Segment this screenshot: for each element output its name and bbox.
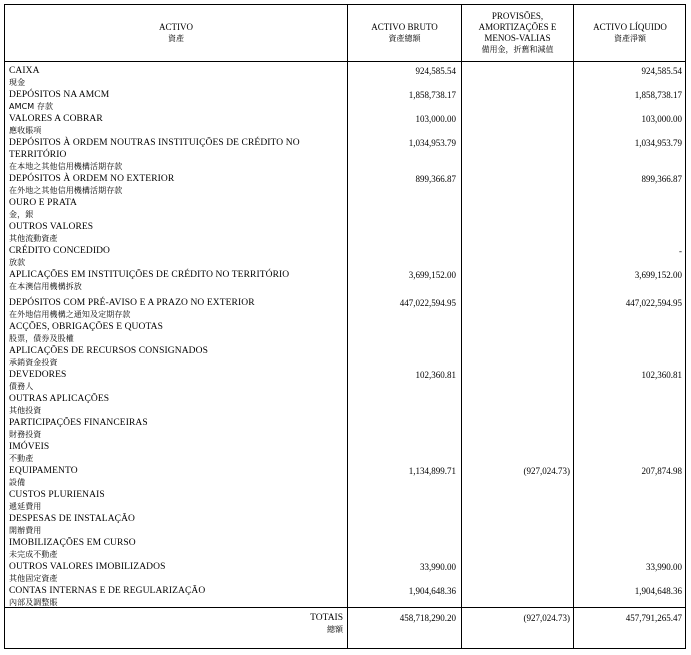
row-label-cn: 設備	[9, 478, 26, 487]
row-label-pt: CRÉDITO CONCEDIDO	[9, 246, 111, 256]
row-label-cn: 現金	[9, 78, 26, 87]
row-activo-liquido: 447,022,594.95	[625, 298, 682, 308]
header-activo-bruto	[348, 5, 461, 61]
row-label-cn: 其他固定資產	[9, 574, 58, 583]
header-liquido-cn: 資產淨額	[614, 34, 646, 43]
header-provisoes	[462, 5, 573, 61]
row-label-pt: OURO E PRATA	[9, 198, 78, 208]
header-bruto-pt: ACTIVO BRUTO	[371, 22, 438, 32]
row-activo-bruto: 1,034,953.79	[408, 138, 456, 148]
totals-liquido: 457,791,265.47	[625, 613, 682, 623]
header-bruto-cn: 資產總額	[388, 34, 421, 43]
row-activo-bruto: 33,990.00	[420, 562, 456, 572]
row-label-pt: DEPÓSITOS COM PRÉ-AVISO E A PRAZO NO EXTERIOR	[9, 298, 255, 308]
row-label-cn: 金，銀	[9, 210, 34, 219]
row-activo-liquido: 1,034,953.79	[634, 138, 682, 148]
row-label-cn: 其他投資	[9, 406, 42, 415]
row-label-pt: IMOBILIZAÇÕES EM CURSO	[9, 538, 136, 548]
row-provisoes: (927,024.73)	[523, 466, 570, 476]
row-label-cn: 在本澳信用機構拆放	[9, 282, 82, 291]
header-activo-cn: 資產	[168, 34, 184, 43]
row-label-cn: 其他流動資產	[9, 234, 58, 243]
row-label-pt: CONTAS INTERNAS E DE REGULARIZAÇÃO	[9, 586, 206, 596]
row-label-cn: 開辦費用	[9, 526, 42, 535]
row-activo-bruto: 1,134,899.71	[408, 466, 456, 476]
totals-divider	[5, 607, 685, 608]
row-activo-bruto: 447,022,594.95	[399, 298, 456, 308]
row-label-cn: 不動產	[9, 454, 34, 463]
row-label-pt: DEPÓSITOS NA AMCM	[9, 90, 110, 100]
row-activo-liquido: 899,366.87	[641, 174, 682, 184]
row-label-cn: 財務投資	[9, 430, 42, 439]
header-prov-cn: 備用金，折舊和減值	[481, 45, 554, 54]
column-divider	[461, 5, 462, 648]
row-label-pt: CAIXA	[9, 66, 40, 76]
row-label-pt: DESPESAS DE INSTALAÇÃO	[9, 514, 136, 524]
row-label-pt: OUTROS VALORES	[9, 222, 94, 232]
row-label-pt: VALORES A COBRAR	[9, 114, 103, 124]
row-label-pt: PARTICIPAÇÕES FINANCEIRAS	[9, 418, 148, 428]
row-label-pt: APLICAÇÕES EM INSTITUIÇÕES DE CRÉDITO NO TERRITÓRIO	[9, 270, 290, 280]
row-label-cn: 放款	[9, 258, 26, 267]
row-label-pt: EQUIPAMENTO	[9, 466, 78, 476]
row-activo-liquido: 102,360.81	[641, 370, 682, 380]
row-label-pt: DEVEDORES	[9, 370, 67, 380]
row-label-cn: 在外地之其他信用機構活期存款	[9, 186, 123, 195]
totals-provisoes: (927,024.73)	[523, 613, 570, 623]
row-label-cn: 在外地信用機構之通知及定期存款	[9, 310, 131, 319]
header-activo-liquido	[574, 5, 686, 61]
row-activo-liquido: 33,990.00	[646, 562, 682, 572]
row-label-cn: 在本地之其他信用機構活期存款	[9, 162, 123, 171]
row-activo-bruto: 1,904,648.36	[408, 586, 456, 596]
row-label-pt: IMÓVEIS	[9, 442, 50, 452]
row-activo-liquido: 924,585.54	[641, 66, 682, 76]
row-label-pt: DEPÓSITOS À ORDEM NOUTRAS INSTITUIÇÕES DE CRÉDITO NO TERRITÓRIO	[9, 138, 300, 160]
column-divider	[347, 5, 348, 648]
header-prov-pt-3: MENOS-VALIAS	[484, 33, 551, 43]
row-activo-liquido: 3,699,152.00	[634, 270, 682, 280]
row-label-pt: ACÇÕES, OBRIGAÇÕES E QUOTAS	[9, 322, 163, 332]
row-activo-bruto: 3,699,152.00	[408, 270, 456, 280]
row-label-cn: 未完成不動產	[9, 550, 58, 559]
row-label-pt: OUTROS VALORES IMOBILIZADOS	[9, 562, 166, 572]
header-liquido-pt: ACTIVO LÍQUIDO	[593, 22, 667, 32]
balance-sheet-table	[4, 4, 686, 649]
header-activo	[5, 5, 347, 61]
column-divider	[573, 5, 574, 648]
row-activo-liquido: -	[679, 246, 682, 256]
header-prov-pt-1: PROVISÕES,	[491, 11, 544, 21]
row-activo-liquido: 1,904,648.36	[634, 586, 682, 596]
totals-bruto: 458,718,290.20	[399, 613, 456, 623]
row-label-pt: OUTRAS APLICAÇÕES	[9, 394, 110, 404]
header-prov-pt-2: AMORTIZAÇÕES E	[478, 22, 557, 32]
row-label-cn: 內部及調整賬	[9, 598, 58, 607]
header-activo-pt: ACTIVO	[159, 22, 193, 32]
row-activo-bruto: 103,000.00	[415, 114, 456, 124]
row-label-cn: 遞延費用	[9, 502, 42, 511]
row-label-pt: DEPÓSITOS À ORDEM NO EXTERIOR	[9, 174, 175, 184]
row-activo-liquido: 103,000.00	[641, 114, 682, 124]
row-activo-liquido: 1,858,738.17	[634, 90, 682, 100]
header-divider	[5, 61, 685, 62]
row-label-cn: AMCM 存款	[9, 102, 54, 111]
row-activo-bruto: 924,585.54	[415, 66, 456, 76]
row-activo-liquido: 207,874.98	[641, 466, 682, 476]
totals-label-cn: 總額	[327, 625, 343, 634]
row-label-cn: 債務人	[9, 382, 34, 391]
row-label-cn: 承銷資金投資	[9, 358, 58, 367]
row-label-pt: CUSTOS PLURIENAIS	[9, 490, 105, 500]
row-activo-bruto: 899,366.87	[415, 174, 456, 184]
row-label-pt: APLICAÇÕES DE RECURSOS CONSIGNADOS	[9, 346, 208, 356]
row-label-cn: 股票，債券及股權	[9, 334, 74, 343]
row-activo-bruto: 1,858,738.17	[408, 90, 456, 100]
row-activo-bruto: 102,360.81	[415, 370, 456, 380]
totals-label-pt: TOTAIS	[310, 613, 343, 623]
row-label-cn: 應收賬項	[9, 126, 42, 135]
